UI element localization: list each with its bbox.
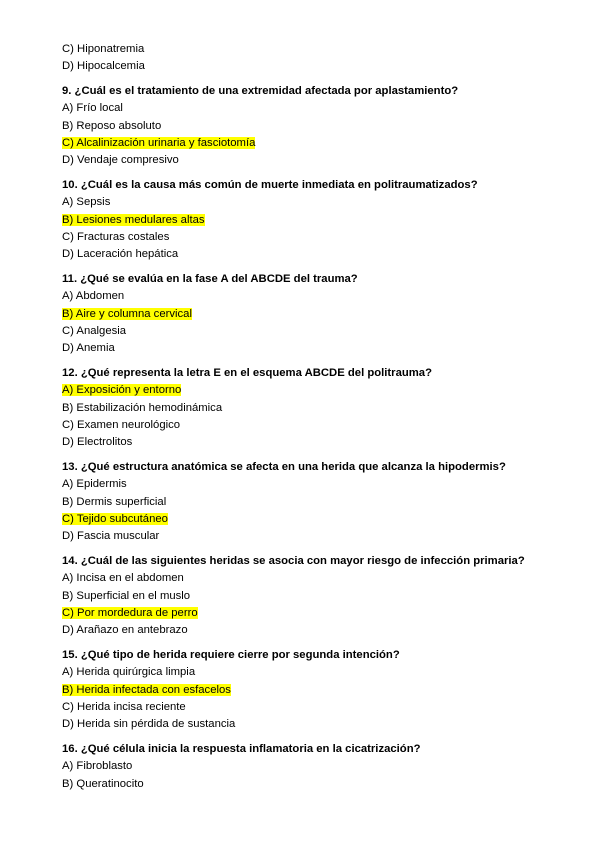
answer-text: A) Frío local — [62, 102, 123, 115]
question-heading: 16. ¿Qué célula inicia la respuesta inflamatoria en la cicatrización? — [62, 742, 421, 755]
answer-text: D) Laceración hepática — [62, 248, 179, 261]
answer-text: C) Analgesia — [62, 324, 127, 337]
answer-option — [62, 152, 540, 169]
answer-option — [62, 306, 540, 323]
answer-option — [62, 664, 540, 681]
answer-option — [62, 246, 540, 263]
answer-option — [62, 622, 540, 639]
highlighted-answer: B) Herida infectada con esfacelos — [62, 683, 231, 696]
answer-option — [62, 41, 540, 58]
question-heading: 13. ¿Qué estructura anatómica se afecta en una herida que alcanza la hipodermis? — [62, 461, 506, 474]
answer-text: D) Vendaje compresivo — [62, 154, 179, 167]
answer-text: D) Arañazo en antebrazo — [62, 624, 188, 637]
answer-option — [62, 476, 540, 493]
question-heading: 15. ¿Qué tipo de herida requiere cierre por segunda intención? — [62, 649, 400, 661]
answer-text: A) Incisa en el abdomen — [62, 572, 184, 585]
answer-option — [62, 323, 540, 340]
answer-option — [62, 570, 540, 587]
answer-option — [62, 288, 540, 305]
answer-text: B) Estabilización hemodinámica — [62, 401, 223, 414]
highlighted-answer: C) Alcalinización urinaria y fasciotomía — [62, 136, 256, 149]
question-heading: 9. ¿Cuál es el tratamiento de una extremidad afectada por aplastamiento? — [62, 85, 459, 98]
answer-option — [62, 699, 540, 716]
highlighted-answer: C) Por mordedura de perro — [62, 606, 198, 619]
answer-text: B) Superficial en el muslo — [62, 589, 191, 602]
answer-option — [62, 758, 540, 775]
answer-option — [62, 194, 540, 211]
answer-text: D) Anemia — [62, 342, 115, 355]
highlighted-answer: B) Aire y columna cervical — [62, 307, 192, 320]
answer-option — [62, 100, 540, 117]
answer-option — [62, 212, 540, 229]
answer-option — [62, 716, 540, 733]
answer-option — [62, 58, 540, 75]
answer-text: B) Reposo absoluto — [62, 119, 162, 132]
answer-text: C) Herida incisa reciente — [62, 700, 186, 713]
answer-option — [62, 776, 540, 793]
answer-text: D) Hipocalcemia — [62, 60, 145, 73]
answer-option — [62, 511, 540, 528]
highlighted-answer: B) Lesiones medulares altas — [62, 213, 205, 226]
answer-option — [62, 528, 540, 545]
answer-text: A) Fibroblasto — [62, 760, 133, 773]
answer-text: C) Examen neurológico — [62, 418, 181, 431]
answer-text: B) Dermis superficial — [62, 495, 167, 508]
question-heading: 14. ¿Cuál de las siguientes heridas se asocia con mayor riesgo de infección primaria? — [62, 555, 525, 568]
answer-option — [62, 494, 540, 511]
highlighted-answer: C) Tejido subcutáneo — [62, 512, 168, 525]
answer-option — [62, 605, 540, 622]
answer-option — [62, 682, 540, 699]
answer-option — [62, 588, 540, 605]
answer-text: C) Hiponatremia — [62, 43, 145, 55]
answer-text: D) Herida sin pérdida de sustancia — [62, 718, 236, 731]
answer-text: A) Epidermis — [62, 478, 127, 491]
answer-option — [62, 340, 540, 357]
answer-text: D) Fascia muscular — [62, 530, 160, 543]
answer-text: D) Electrolitos — [62, 436, 133, 449]
question-heading: 12. ¿Qué representa la letra E en el esquema ABCDE del politrauma? — [62, 367, 432, 380]
answer-text: B) Queratinocito — [62, 777, 144, 790]
answer-option — [62, 135, 540, 152]
answer-option — [62, 434, 540, 451]
answer-option — [62, 229, 540, 246]
answer-text: A) Sepsis — [62, 196, 111, 209]
question-heading: 10. ¿Cuál es la causa más común de muerte inmediata en politraumatizados? — [62, 179, 478, 192]
answer-option — [62, 118, 540, 135]
question-heading: 11. ¿Qué se evalúa en la fase A del ABCDE del trauma? — [62, 273, 358, 286]
answer-option — [62, 400, 540, 417]
answer-text: A) Abdomen — [62, 290, 125, 303]
answer-option — [62, 382, 540, 399]
answer-text: A) Herida quirúrgica limpia — [62, 666, 196, 679]
highlighted-answer: A) Exposición y entorno — [62, 384, 182, 397]
answer-text: C) Fracturas costales — [62, 230, 170, 243]
answer-option — [62, 417, 540, 434]
